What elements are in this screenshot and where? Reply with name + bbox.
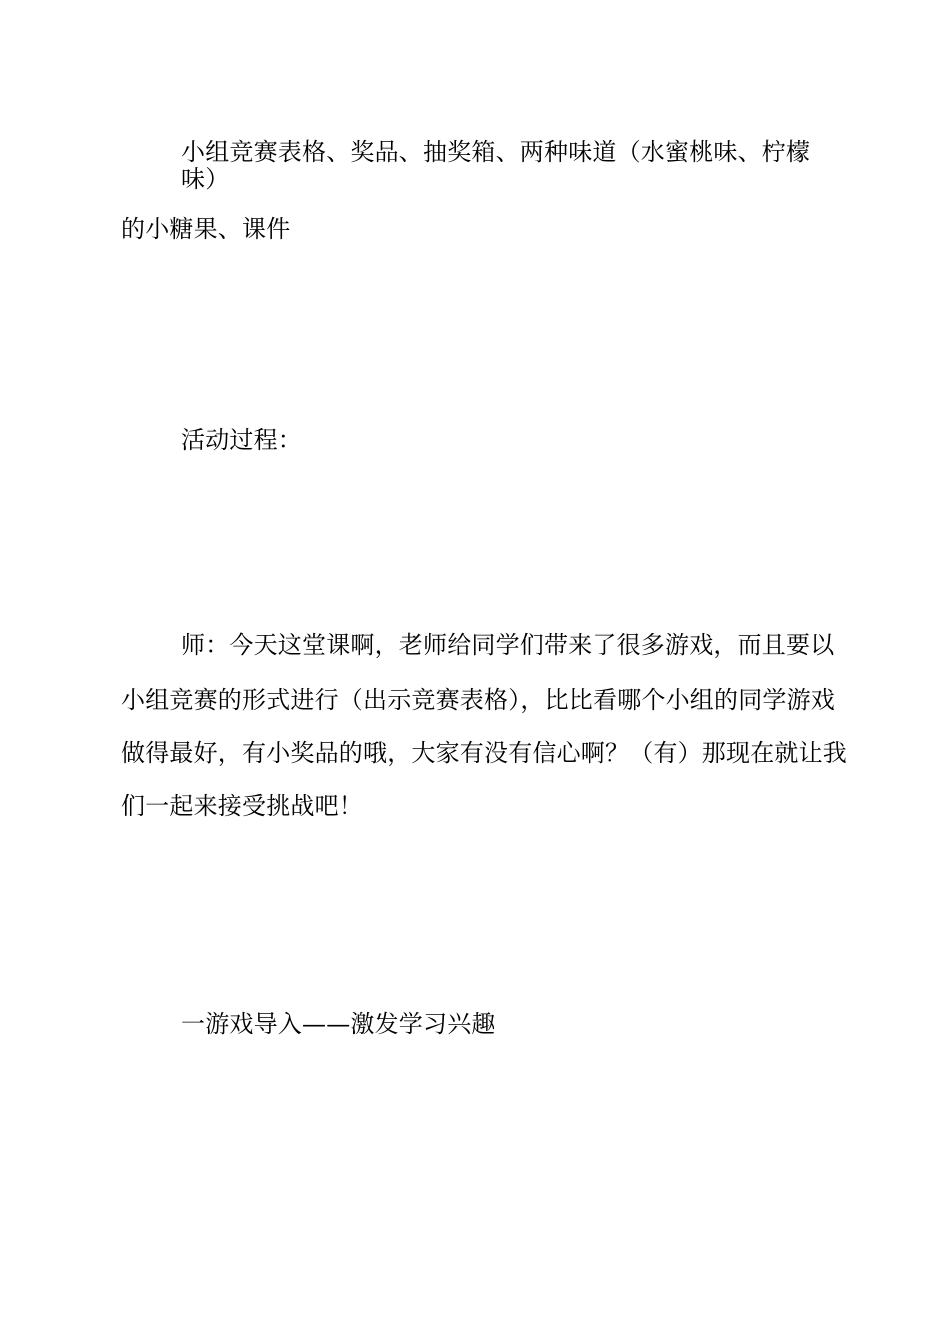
section-heading: 一游戏导入——激发学习兴趣 [181,1010,496,1038]
process-heading: 活动过程： [181,426,302,454]
materials-line-2: 味） [181,165,230,193]
materials-line-1: 小组竞赛表格、奖品、抽奖箱、两种味道（水蜜桃味、柠檬 [181,138,811,166]
teacher-paragraph-line-3: 做得最好，有小奖品的哦，大家有没有信心啊？（有）那现在就让我 [121,739,847,767]
teacher-paragraph-line-1: 师：今天这堂课啊，老师给同学们带来了很多游戏，而且要以 [181,631,835,659]
teacher-paragraph-line-2: 小组竞赛的形式进行（出示竞赛表格），比比看哪个小组的同学游戏 [121,686,835,714]
materials-line-3: 的小糖果、课件 [121,215,291,243]
teacher-paragraph-line-4: 们一起来接受挑战吧！ [121,792,363,820]
